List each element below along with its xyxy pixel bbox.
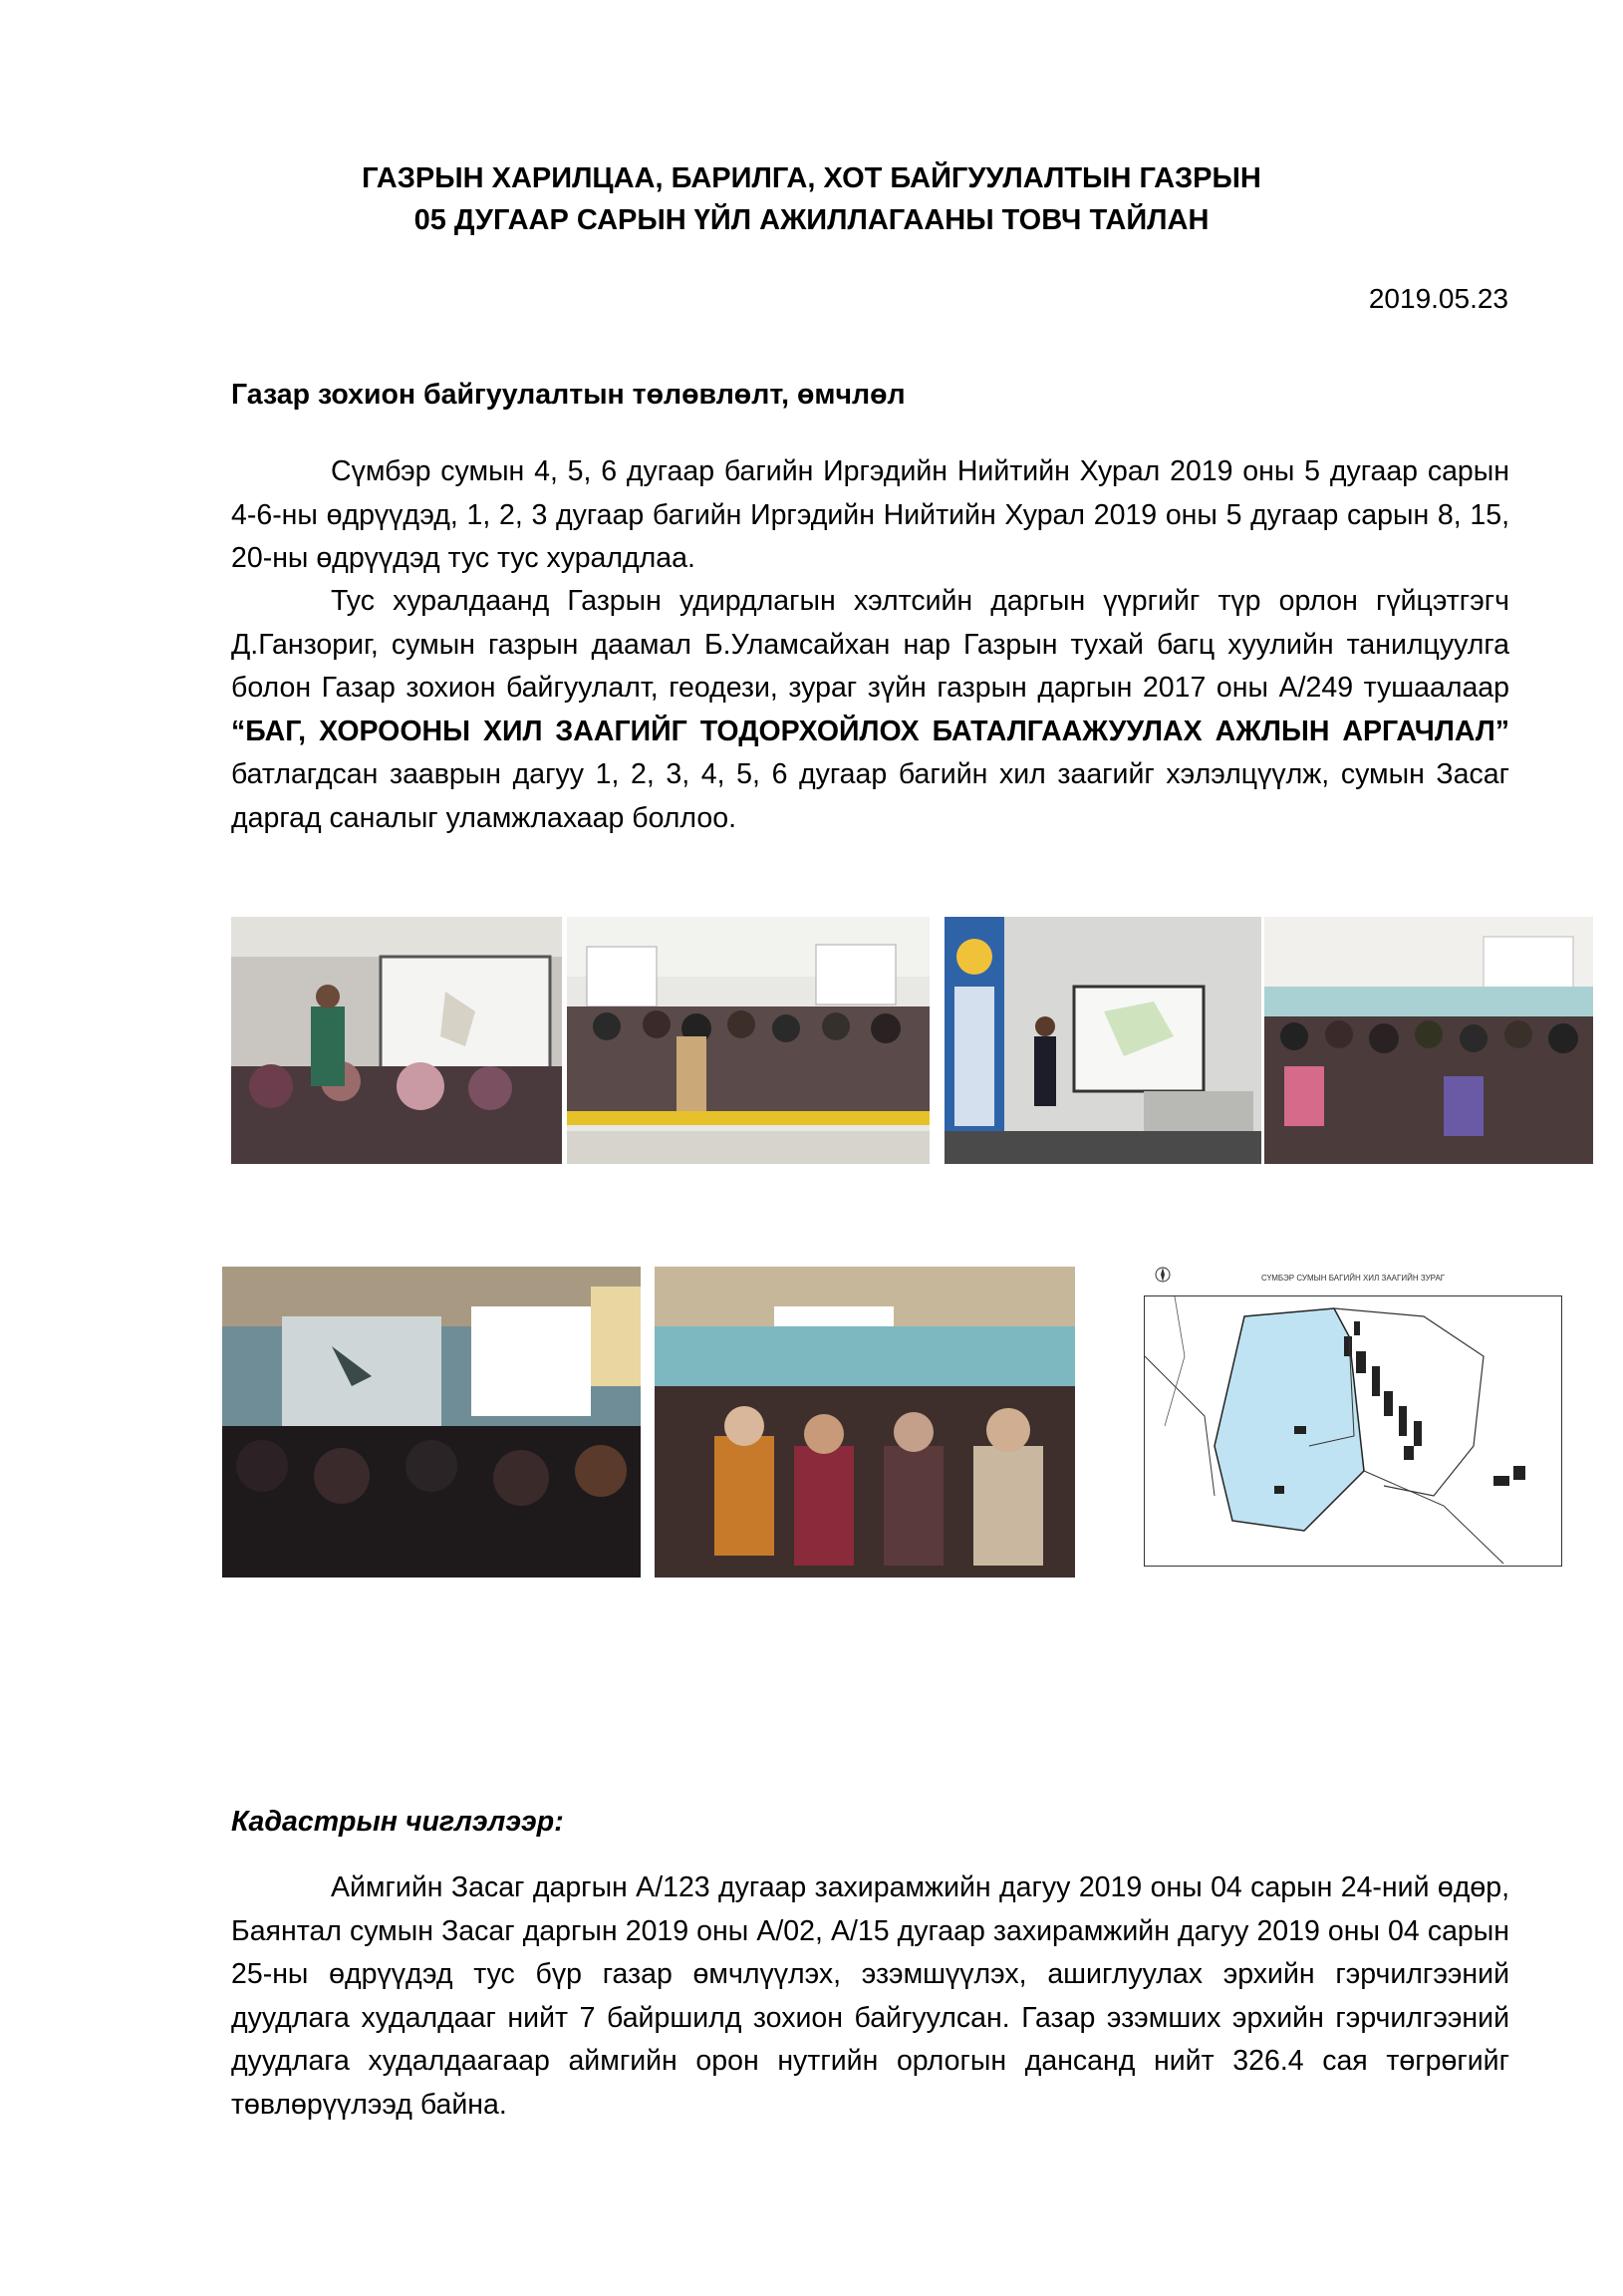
meeting-photo-2 xyxy=(567,917,930,1164)
map-frame xyxy=(1144,1295,1562,1567)
paragraph-boundaries-text-a: Тус хуралдаанд Газрын удирдлагын хэлтсийн даргын үүргийг түр орлон гүйцэтгэгч Д.Ганзориг, сумын газрын даамал Б.Уламсайхан нар Газрын тухай багц хуулийн танилцуулга болон Газар зохион байгуулалт, геодези, зураг зүйн газрын даргын 2017 оны А/249 тушаалаар xyxy=(231,585,1509,704)
paragraph-cadastre: Аймгийн Засаг даргын А/123 дугаар захирамжийн дагуу 2019 оны 04 сарын 24-ний өдөр, Баянтал сумын Засаг даргын 2019 оны А/02, А/15 дугаар захирамжийн дагуу 2019 оны 04 сарын 25-ны өдрүүдэд тус бүр газар өмчлүүлэх, эзэмшүүлэх, ашиглуулах эрхийн гэрчилгээний дуудлага худалдааг нийт 7 байршилд зохион байгуулсан. Газар эзэмших эрхийн гэрчилгээний дуудлага худалдаагаар аймгийн орон нутгийн орлогын дансанд нийт 326.4 сая төгрөгийг төвлөрүүлээд байна. xyxy=(231,1871,1509,2121)
meeting-photo-5 xyxy=(222,1267,641,1578)
meeting-photo-4 xyxy=(1264,917,1593,1164)
boundary-map xyxy=(1132,1260,1573,1574)
paragraph-meetings: Сүмбэр сумын 4, 5, 6 дугаар багийн Иргэдийн Нийтийн Хурал 2019 оны 5 дугаар сарын 4-6-ны өдрүүдэд, 1, 2, 3 дугаар багийн Иргэдийн Нийтийн Хурал 2019 оны 5 дугаар сарын 8, 15, 20-ны өдрүүдэд тус тус хуралдлаа. xyxy=(231,455,1509,574)
section-heading-cadastre: Кадастрын чиглэлээр: xyxy=(231,1806,564,1838)
meeting-photo-6 xyxy=(655,1267,1075,1578)
document-date: 2019.05.23 xyxy=(1368,283,1508,314)
meeting-photo-1 xyxy=(231,917,562,1164)
compass-icon xyxy=(1154,1266,1172,1284)
paragraph-boundaries-text-b: батлагдсан зааврын дагуу 1, 2, 3, 4, 5, 6 дугаар багийн хил заагийг хэлэлцүүлж, сумын Засаг даргад саналыг уламжлахаар боллоо. xyxy=(231,758,1509,834)
map-caption: СҮМБЭР СУМЫН БАГИЙН ХИЛ ЗААГИЙН ЗУРАГ xyxy=(1261,1274,1446,1283)
paragraph-boundaries xyxy=(231,580,1509,840)
title-line-2: 05 ДУГААР САРЫН ҮЙЛ АЖИЛЛАГААНЫ ТОВЧ ТАЙЛАН xyxy=(413,204,1210,236)
document-title xyxy=(231,157,1392,241)
section-heading-land-planning: Газар зохион байгуулалтын төлөвлөлт, өмчлөл xyxy=(231,379,906,411)
meeting-photo-3 xyxy=(945,917,1261,1164)
title-line-1: ГАЗРЫН ХАРИЛЦАА, БАРИЛГА, ХОТ БАЙГУУЛАЛТЫН ГАЗРЫН xyxy=(362,162,1261,194)
methodology-title: “БАГ, ХОРООНЫ ХИЛ ЗААГИЙГ ТОДОРХОЙЛОХ БАТАЛГААЖУУЛАХ АЖЛЫН АРГАЧЛАЛ” xyxy=(231,715,1509,747)
